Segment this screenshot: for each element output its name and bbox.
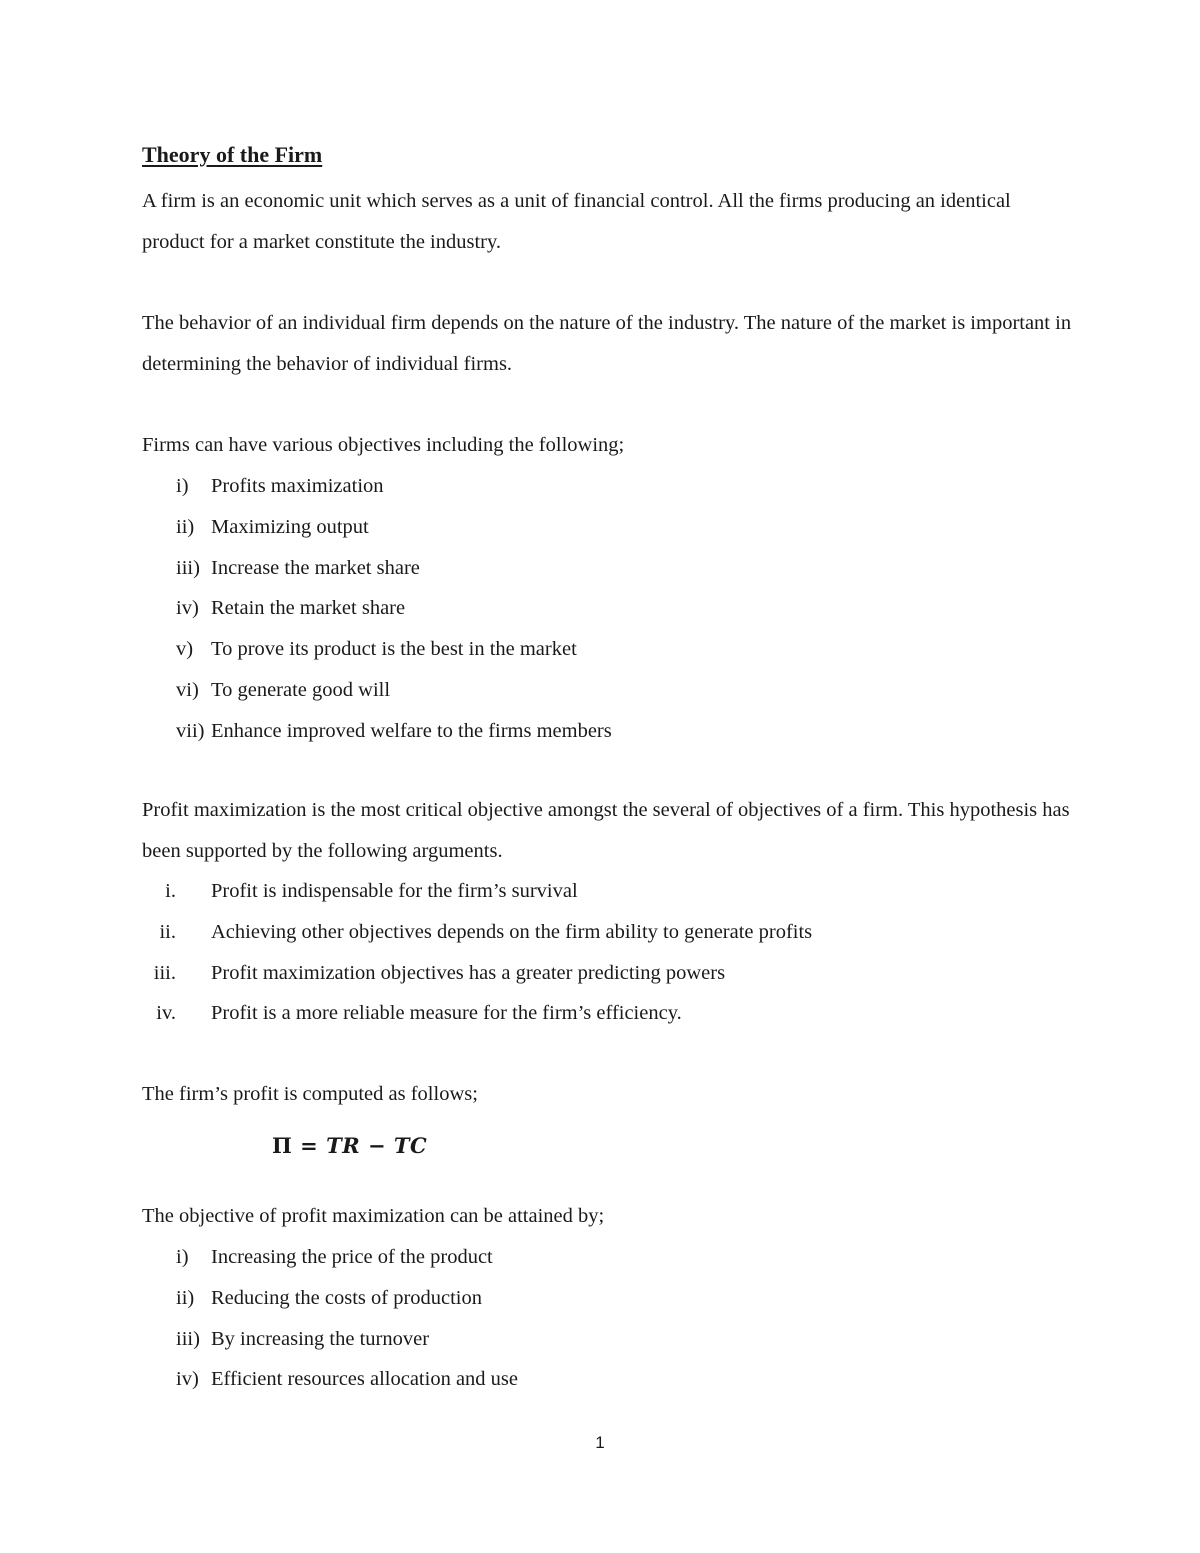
- equation-lhs: Π: [272, 1133, 293, 1158]
- list-item-number: vi): [176, 678, 199, 701]
- list-item-text: Increase the market share: [211, 556, 420, 579]
- list-item-text: Achieving other objectives depends on the firm ability to generate profits: [211, 920, 813, 943]
- list-item-text: Maximizing output: [211, 515, 369, 538]
- list-item-text: Increasing the price of the product: [211, 1246, 493, 1268]
- list-item-text: Enhance improved welfare to the firms members: [211, 719, 612, 742]
- behavior-paragraph: The behavior of an individual firm depends on the nature of the industry. The nature of the market is important in determining the behavior of individual firms.: [142, 312, 1072, 375]
- list-item-number: ii.: [159, 920, 176, 943]
- equation-total-revenue: TR: [326, 1133, 361, 1158]
- list-item-number: iii.: [153, 961, 176, 984]
- equation-minus: −: [367, 1133, 387, 1158]
- list-item-number: i): [176, 1246, 189, 1268]
- page-number: 1: [595, 1433, 605, 1452]
- list-item-text: Retain the market share: [211, 597, 406, 620]
- list-item-number: vii): [176, 719, 205, 742]
- page-title: Theory of the Firm: [142, 142, 323, 167]
- list-item-number: iii): [176, 1327, 200, 1350]
- list-item-number: iv.: [156, 1002, 176, 1025]
- list-item-text: Profit maximization objectives has a greater predicting powers: [211, 961, 726, 984]
- list-item-number: ii): [176, 515, 195, 538]
- intro-paragraph: A firm is an economic unit which serves as a unit of financial control. All the firms producing an identical product for a market constitute the industry.: [142, 190, 1011, 253]
- attainment-paragraph: The objective of profit maximization can be attained by;: [142, 1205, 605, 1227]
- objectives-intro-paragraph: Firms can have various objectives including the following;: [142, 434, 625, 456]
- list-item-number: i): [176, 475, 189, 497]
- list-item-text: To generate good will: [211, 678, 391, 701]
- computation-paragraph: The firm’s profit is computed as follows;: [142, 1083, 478, 1105]
- list-item-number: v): [176, 638, 194, 661]
- list-item-text: Reducing the costs of production: [211, 1286, 483, 1309]
- list-item-number: i.: [165, 880, 176, 902]
- profit-equation: [272, 1133, 427, 1158]
- equation-total-cost: TC: [393, 1133, 428, 1158]
- profit-maximization-paragraph: Profit maximization is the most critical objective amongst the several of objectives of a firm. This hypothesis has been supported by the following arguments.: [142, 799, 1070, 862]
- list-item-number: iv): [176, 597, 199, 620]
- list-item-number: iv): [176, 1368, 199, 1391]
- equation-equals: =: [300, 1133, 319, 1158]
- list-item-text: Efficient resources allocation and use: [211, 1368, 518, 1391]
- list-item-text: To prove its product is the best in the market: [211, 638, 577, 661]
- list-item-number: iii): [176, 556, 200, 579]
- list-item-number: ii): [176, 1286, 195, 1309]
- list-item-text: Profits maximization: [211, 475, 384, 497]
- list-item-text: Profit is indispensable for the firm’s survival: [211, 880, 578, 902]
- list-item-text: By increasing the turnover: [211, 1327, 430, 1350]
- list-item-text: Profit is a more reliable measure for the firm’s efficiency.: [211, 1002, 682, 1025]
